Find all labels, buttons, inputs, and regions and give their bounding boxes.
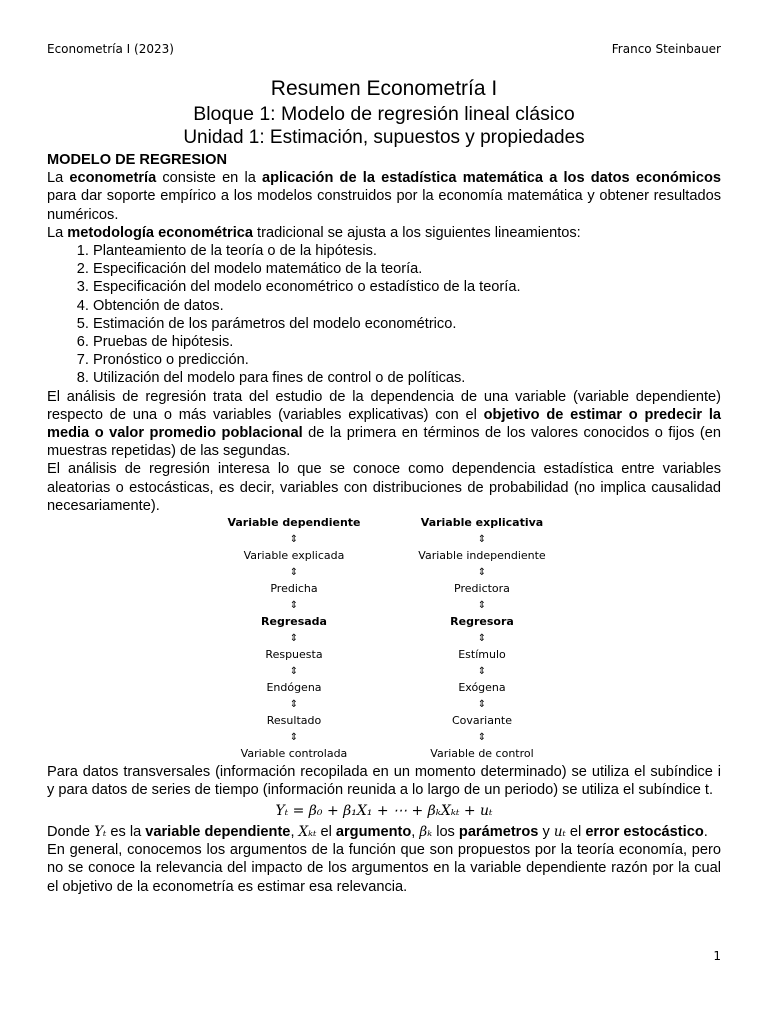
updown-arrow-icon: ⇕ [477, 566, 487, 578]
regression-equation: Yₜ = β₀ + β₁X₁ + ⋯ + βₖXₖₜ + uₜ [275, 802, 493, 819]
econometria-definition [47, 169, 721, 224]
updown-arrow-icon: ⇕ [477, 698, 487, 710]
text-run: La [47, 170, 70, 187]
list-item: 3. Especificación del modelo econométrico o estadístico de la teoría. [93, 278, 721, 296]
term-label: Variable de control [430, 747, 534, 761]
updown-arrow-icon: ⇕ [289, 533, 299, 545]
text-run: Donde [47, 823, 95, 840]
term-label: Variable explicativa [420, 516, 544, 530]
regression-objective: objetivo de estimar o predecir la media o valor promedio poblacional [47, 406, 721, 442]
definition-emphasis: aplicación de la estadística matemática a los datos económicos [262, 170, 721, 187]
symbol-x: Xₖₜ [298, 823, 317, 840]
list-item: 5. Estimación de los parámetros del modelo econométrico. [93, 315, 721, 333]
term-label: Endógena [266, 681, 322, 695]
term-label: Predictora [454, 582, 510, 596]
subscript-explanation: Para datos transversales (información recopilada en un momento determinado) se utiliza el subíndice i y para datos de series de tiempo (información reunida a lo largo de un periodo) se utiliza el subíndice t. [47, 763, 721, 798]
symbol-u: uₜ [553, 823, 566, 840]
updown-arrow-icon: ⇕ [289, 599, 299, 611]
term-label: Estímulo [458, 648, 506, 662]
updown-arrow-icon: ⇕ [289, 665, 299, 677]
term-metodologia: metodología econométrica [67, 224, 253, 241]
term-label: Variable explicada [243, 549, 345, 563]
term-econometria: econometría [69, 170, 157, 187]
term-error: error estocástico [585, 823, 704, 840]
term-label: Variable dependiente [227, 516, 361, 530]
text-run: los [432, 823, 459, 840]
section-heading: MODELO DE REGRESION [47, 152, 228, 168]
methodology-intro [47, 224, 721, 242]
page-number: 1 [713, 949, 721, 963]
title-block [0, 76, 768, 150]
text-run: consiste en la [156, 170, 263, 187]
text-run: tradicional se ajusta a los siguientes lineamientos: [253, 224, 581, 241]
regression-definition [47, 388, 721, 461]
methodology-steps [47, 242, 721, 388]
updown-arrow-icon: ⇕ [477, 731, 487, 743]
text-run: El análisis de regresión trata del estudio de la dependencia de una variable (variable dependiente) respecto de una o más variables (variables explicativas) con el [47, 388, 721, 423]
text-run: para dar soporte empírico a los modelos construidos por la economía matemática y obtener resultados numéricos. [47, 188, 721, 223]
list-item: 1. Planteamiento de la teoría o de la hipótesis. [93, 242, 721, 260]
term-label: Variable independiente [418, 549, 546, 563]
updown-arrow-icon: ⇕ [289, 566, 299, 578]
updown-arrow-icon: ⇕ [477, 533, 487, 545]
statistical-dependence: El análisis de regresión interesa lo que se conoce como dependencia estadística entre variables aleatorias o estocásticas, es decir, variables con distribuciones de probabilidad (no implica causalidad necesariamente). [47, 461, 721, 514]
author-name: Franco Steinbauer [611, 42, 721, 56]
term-label: Exógena [458, 681, 506, 695]
text-run: , [411, 823, 420, 840]
list-item: 2. Especificación del modelo matemático de la teoría. [93, 260, 721, 278]
term-dependent: variable dependiente [145, 823, 291, 840]
text-run: La [47, 224, 68, 241]
term-label: Resultado [266, 714, 322, 728]
unit-title: Unidad 1: Estimación, supuestos y propiedades [183, 127, 585, 148]
text-run: . [703, 823, 708, 840]
updown-arrow-icon: ⇕ [477, 665, 487, 677]
term-parameters: parámetros [458, 823, 539, 840]
equation-legend [47, 823, 721, 841]
updown-arrow-icon: ⇕ [289, 731, 299, 743]
updown-arrow-icon: ⇕ [477, 599, 487, 611]
page-content [47, 151, 721, 896]
dependent-terms-column [214, 515, 374, 763]
document-title: Resumen Econometría I [270, 77, 498, 100]
text-run: el [316, 823, 336, 840]
term-label: Respuesta [265, 648, 323, 662]
list-item: 7. Pronóstico o predicción. [93, 351, 721, 369]
term-label: Regresora [450, 615, 514, 629]
updown-arrow-icon: ⇕ [289, 698, 299, 710]
course-label: Econometría I (2023) [47, 42, 174, 56]
symbol-y: Yₜ [94, 823, 107, 840]
text-run: , [290, 823, 299, 840]
explanatory-terms-column [402, 515, 562, 763]
updown-arrow-icon: ⇕ [289, 632, 299, 644]
updown-arrow-icon: ⇕ [477, 632, 487, 644]
term-label: Variable controlada [240, 747, 348, 761]
text-run: de la primera en términos de los valores conocidos o fijos (en muestras repetidas) de las segundas. [47, 425, 721, 460]
text-run: es la [106, 823, 146, 840]
symbol-beta: βₖ [419, 823, 433, 840]
block-title: Bloque 1: Modelo de regresión lineal clásico [193, 103, 575, 125]
closing-paragraph: En general, conocemos los argumentos de la función que son propuestos por la teoría economía, pero no se conoce la relevancia del impacto de los argumentos en la variable dependiente razón por la cual el objetivo de la econometría es estimar esa relevancia. [47, 842, 721, 895]
term-label: Covariante [451, 714, 513, 728]
list-item: 6. Pruebas de hipótesis. [93, 333, 721, 351]
text-run: el [565, 823, 586, 840]
term-argument: argumento [335, 823, 412, 840]
list-item: 4. Obtención de datos. [93, 297, 721, 315]
page-header [47, 42, 721, 56]
text-run: y [538, 823, 554, 840]
term-label: Predicha [270, 582, 318, 596]
variable-terms-diagram [55, 515, 721, 763]
term-label: Regresada [261, 615, 327, 629]
list-item: 8. Utilización del modelo para fines de control o de políticas. [93, 369, 721, 387]
